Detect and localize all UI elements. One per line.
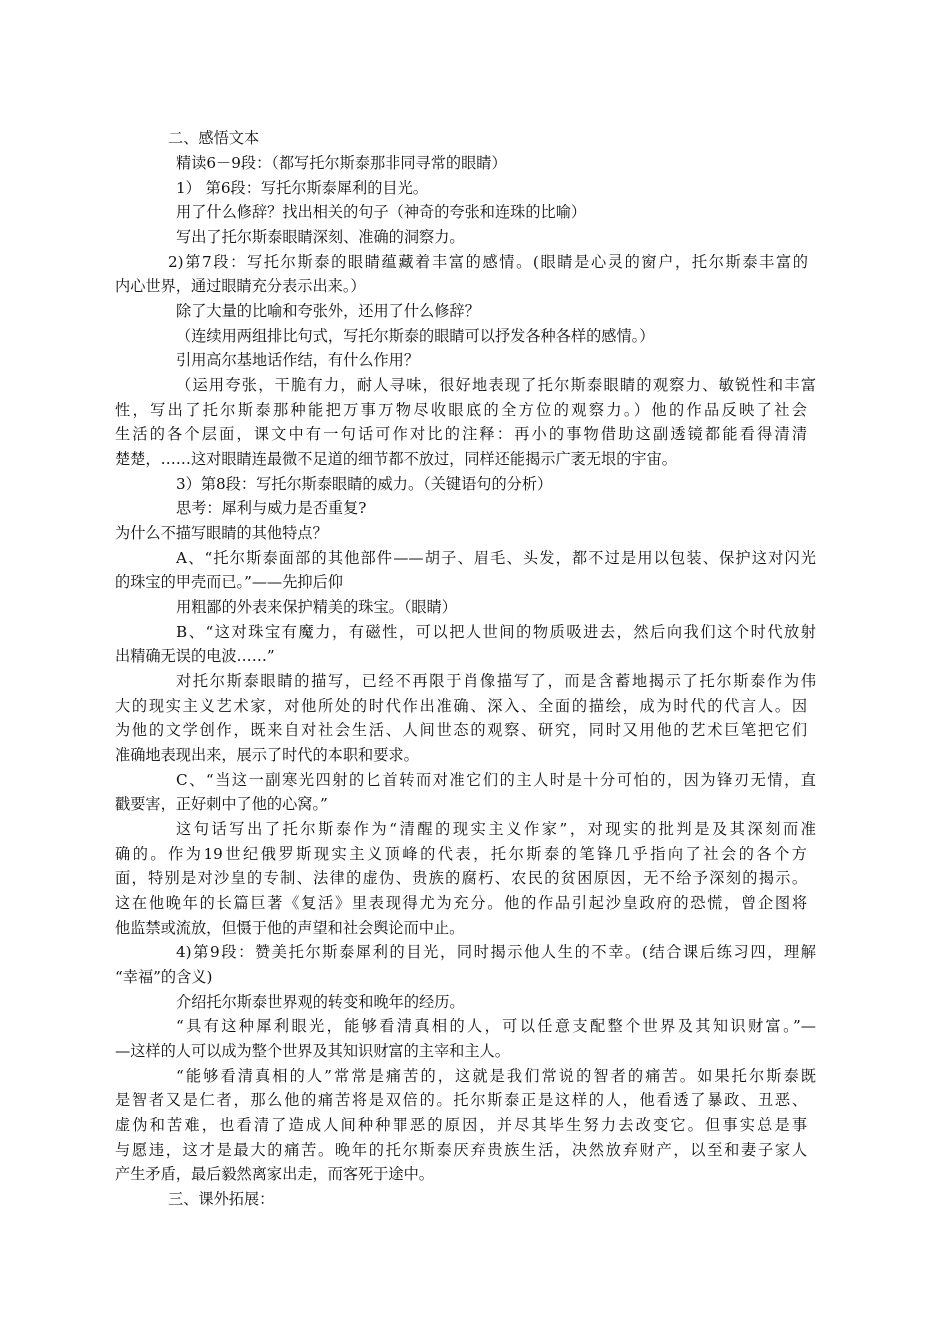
text-line: 出精确无误的电波……” <box>115 647 275 665</box>
text-line: 引用高尔基地话作结，有什么作用？ <box>176 351 419 369</box>
text-line: 这句话写出了托尔斯泰作为“清醒的现实主义作家”，对现实的批判是及其深刻而准 <box>176 820 816 838</box>
text-line: 用了什么修辞？找出相关的句子（神奇的夸张和连珠的比喻） <box>176 203 587 221</box>
text-line: “能够看清真相的人”常常是痛苦的，这就是我们常说的智者的痛苦。如果托尔斯泰既 <box>176 1067 816 1085</box>
text-line: 3）第8段：写托尔斯泰眼睛的威力。（关键语句的分析） <box>176 475 553 493</box>
text-line: 他监禁或流放，但慑于他的声望和社会舆论而中止。 <box>115 919 465 937</box>
text-line: 是智者又是仁者，那么他的痛苦将是双倍的。托尔斯泰正是这样的人，他看透了暴政、丑恶、 <box>115 1091 807 1109</box>
text-line: 内心世界，通过眼睛充分表示出来。） <box>115 277 366 295</box>
text-line: 对托尔斯泰眼睛的描写，已经不再限于肖像描写了，而是含蓄地揭示了托尔斯泰作为伟 <box>176 672 816 690</box>
text-line: 为他的文学创作，既来自对社会生活、人间世态的观察、研究，同时又用他的艺术巨笔把它们 <box>115 721 807 739</box>
section-heading-2: 二、感悟文本 <box>168 129 260 147</box>
text-line: 大的现实主义艺术家，对他所处的时代作出准确、深入、全面的描绘，成为时代的代言人。因 <box>115 697 807 715</box>
text-line: 的珠宝的甲壳而已。”——先抑后仰 <box>115 573 343 591</box>
text-line: “幸福”的含义) <box>115 968 213 986</box>
text-line: 思考：犀利与威力是否重复? <box>176 499 367 517</box>
text-line: C、“当这一副寒光四射的匕首转而对准它们的主人时是十分可怕的，因为锋刃无情，直 <box>176 771 816 789</box>
text-line: 产生矛盾，最后毅然离家出走，而客死于途中。 <box>115 1165 434 1183</box>
text-line: 楚楚，……这对眼睛连最微不足道的细节都不放过，同样还能揭示广袤无垠的宇宙。 <box>115 450 677 468</box>
text-line: A、“托尔斯泰面部的其他部件——胡子、眉毛、头发，都不过是用以包装、保护这对闪光 <box>176 549 816 567</box>
text-line: 2)第7段：写托尔斯泰的眼睛蕴藏着丰富的感情。(眼睛是心灵的窗户，托尔斯泰丰富的 <box>168 253 808 271</box>
text-line: 这在他晚年的长篇巨著《复活》里表现得尤为充分。他的作品引起沙皇政府的恐慌，曾企图将 <box>115 894 807 912</box>
text-line: 虚伪和苦难，也看清了造成人间种种罪恶的原因，并尽其毕生努力去改变它。但事实总是事 <box>115 1116 807 1134</box>
text-line: 为什么不描写眼睛的其他特点？ <box>115 524 328 542</box>
text-line: 1） 第6段：写托尔斯泰犀利的目光。 <box>176 179 428 197</box>
text-line: 与愿违，这才是最大的痛苦。晚年的托尔斯泰厌弃贵族生活，决然放弃财产，以至和妻子家人 <box>115 1141 807 1159</box>
text-line: 准确地表现出来，展示了时代的本职和要求。 <box>115 746 419 764</box>
text-line: 精读6－9段：（都写托尔斯泰那非同寻常的眼睛） <box>176 154 507 172</box>
text-line: 除了大量的比喻和夸张外，还用了什么修辞？ <box>176 302 480 320</box>
text-line: 戳要害，正好刺中了他的心窝。” <box>115 795 328 813</box>
text-line: 确的。作为19世纪俄罗斯现实主义顶峰的代表，托尔斯泰的笔锋几乎指向了社会的各个方 <box>115 845 807 863</box>
text-line: 用粗鄙的外表来保护精美的珠宝。（眼睛） <box>176 598 457 616</box>
text-line: 生活的各个层面，课文中有一句话可作对比的注释：再小的事物借助这副透镜都能看得清清 <box>115 425 807 443</box>
text-line: B、“这对珠宝有魔力，有磁性，可以把人世间的物质吸进去，然后向我们这个时代放射 <box>176 623 816 641</box>
text-line: 写出了托尔斯泰眼睛深刻、准确的洞察力。 <box>176 228 465 246</box>
text-line: 性，写出了托尔斯泰那种能把万事万物尽收眼底的全方位的观察力。）他的作品反映了社会 <box>115 401 807 419</box>
text-line: 4)第9段：赞美托尔斯泰犀利的目光，同时揭示他人生的不幸。(结合课后练习四，理解 <box>176 943 816 961</box>
text-line: （运用夸张，干脆有力，耐人寻味，很好地表现了托尔斯泰眼睛的观察力、敏锐性和丰富 <box>176 376 816 394</box>
text-line: —这样的人可以成为整个世界及其知识财富的主宰和主人。 <box>115 1042 510 1060</box>
text-line: 介绍托尔斯泰世界观的转变和晚年的经历。 <box>176 993 465 1011</box>
text-line: 面，特别是对沙皇的专制、法律的虚伪、贵族的腐朽、农民的贫困原因，无不给予深刻的揭示。 <box>115 869 807 887</box>
text-line: （连续用两组排比句式，写托尔斯泰的眼睛可以抒发各种各样的感情。） <box>176 327 655 345</box>
text-line: “具有这种犀利眼光，能够看清真相的人，可以任意支配整个世界及其知识财富。”— <box>176 1017 816 1035</box>
section-heading-3: 三、课外拓展： <box>168 1190 275 1208</box>
